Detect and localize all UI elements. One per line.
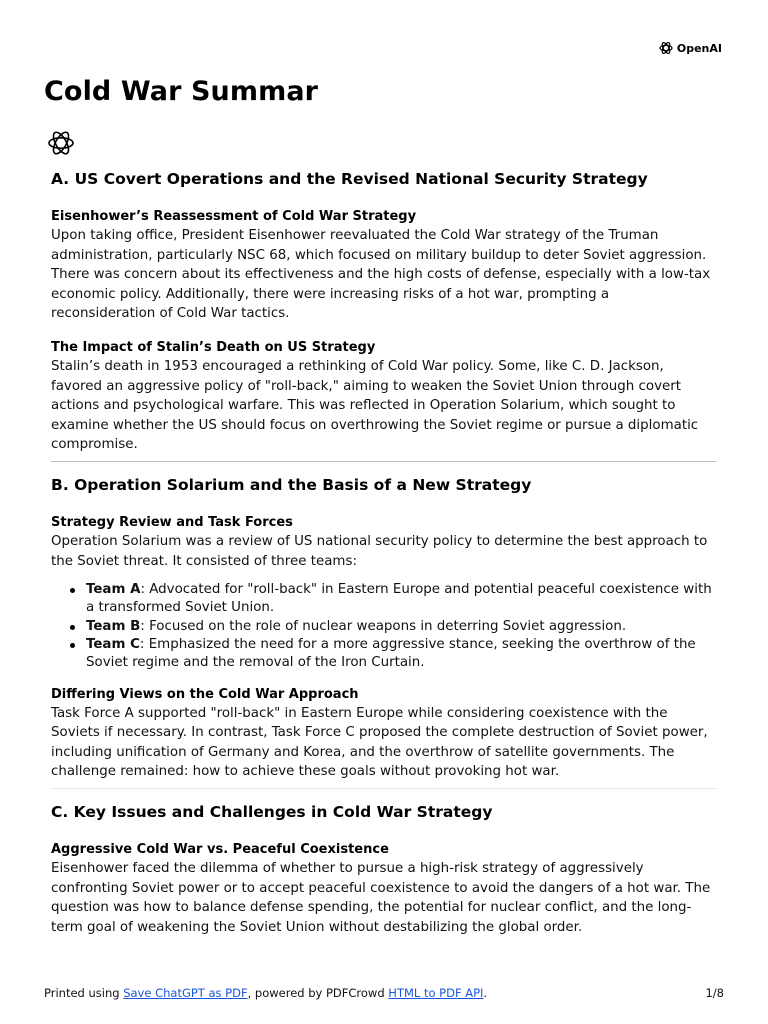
footer-prefix: Printed using [44,986,124,1000]
section-a [51,170,716,455]
section-heading: C. Key Issues and Challenges in Cold War Strategy [51,802,493,821]
list-item [86,581,716,618]
team-description: : Advocated for "roll-back" in Eastern Europe and potential peaceful coexistence with a transformed Soviet Union. [86,582,712,616]
team-name: Team C [86,637,140,653]
footer-credit [44,986,487,1000]
team-description: : Emphasized the need for a more aggressive stance, seeking the overthrow of the Soviet regime and the removal of the Iron Curtain. [86,637,696,671]
html-to-pdf-link[interactable]: HTML to PDF API [388,986,484,1000]
subsection-title: Differing Views on the Cold War Approach [51,686,359,702]
section-divider [51,788,716,789]
section-c [51,803,716,937]
page-title: Cold War Summar [44,76,319,107]
subsection-title: Eisenhower’s Reassessment of Cold War Strategy [51,209,417,224]
team-list [51,581,716,672]
team-name: Team B [86,618,141,634]
footer-middle: , powered by PDFCrowd [247,986,389,1000]
paragraph: Operation Solarium was a review of US national security policy to determine the best approach to the Soviet threat. It consisted of three teams: [51,533,708,569]
openai-brand [658,40,722,56]
chatgpt-logo-icon [46,128,76,158]
section-divider [51,461,716,462]
paragraph: Stalin’s death in 1953 encouraged a rethinking of Cold War policy. Some, like C. D. Jackson, favored an aggressive policy of "roll-back," aiming to weaken the Soviet Union through covert actions and psychological warfare. This was reflected in Operation Solarium, which sought to examine whether the US should focus on overthrowing the Soviet regime or pursue a diplomatic compromise. [51,358,699,453]
paragraph: Upon taking office, President Eisenhower reevaluated the Cold War strategy of the Truman administration, particularly NSC 68, which focused on military buildup to deter Soviet aggression. There was concern about its effectiveness and the high costs of defense, especially with a low-tax economic policy. Additionally, there were increasing risks of a hot war, prompting a reconsideration of Cold War tactics. [51,228,711,322]
save-chatgpt-link[interactable]: Save ChatGPT as PDF [123,986,248,1000]
document-body [51,170,716,951]
section-heading: A. US Covert Operations and the Revised National Security Strategy [51,170,648,188]
team-name: Team A [86,582,141,598]
brand-name: OpenAI [676,41,722,55]
subsection-title: Aggressive Cold War vs. Peaceful Coexistence [51,841,389,857]
footer-suffix: . [483,986,488,1000]
section-heading: B. Operation Solarium and the Basis of a New Strategy [51,475,532,494]
page-number: 1/8 [705,986,724,1000]
paragraph: Task Force A supported "roll-back" in Eastern Europe while considering coexistence with the Soviets if necessary. In contrast, Task Force C proposed the complete destruction of Soviet power, including unification of Germany and Korea, and the overthrow of satellite governments. The challenge remained: how to achieve these goals without provoking hot war. [51,705,708,780]
section-b [51,476,716,782]
list-item [86,636,716,673]
list-item [86,618,716,636]
subsection-title: The Impact of Stalin’s Death on US Strategy [51,339,376,355]
footer [44,986,724,1000]
team-description: : Focused on the role of nuclear weapons in deterring Soviet aggression. [140,618,627,634]
openai-logo-icon [658,40,674,56]
subsection-title: Strategy Review and Task Forces [51,514,293,530]
paragraph: Eisenhower faced the dilemma of whether to pursue a high-risk strategy of aggressively confronting Soviet power or to accept peaceful coexistence to avoid the dangers of a hot war. The question was how to balance defense spending, the potential for nuclear conflict, and the long-term goal of weakening the Soviet Union without destabilizing the global order. [51,860,711,935]
